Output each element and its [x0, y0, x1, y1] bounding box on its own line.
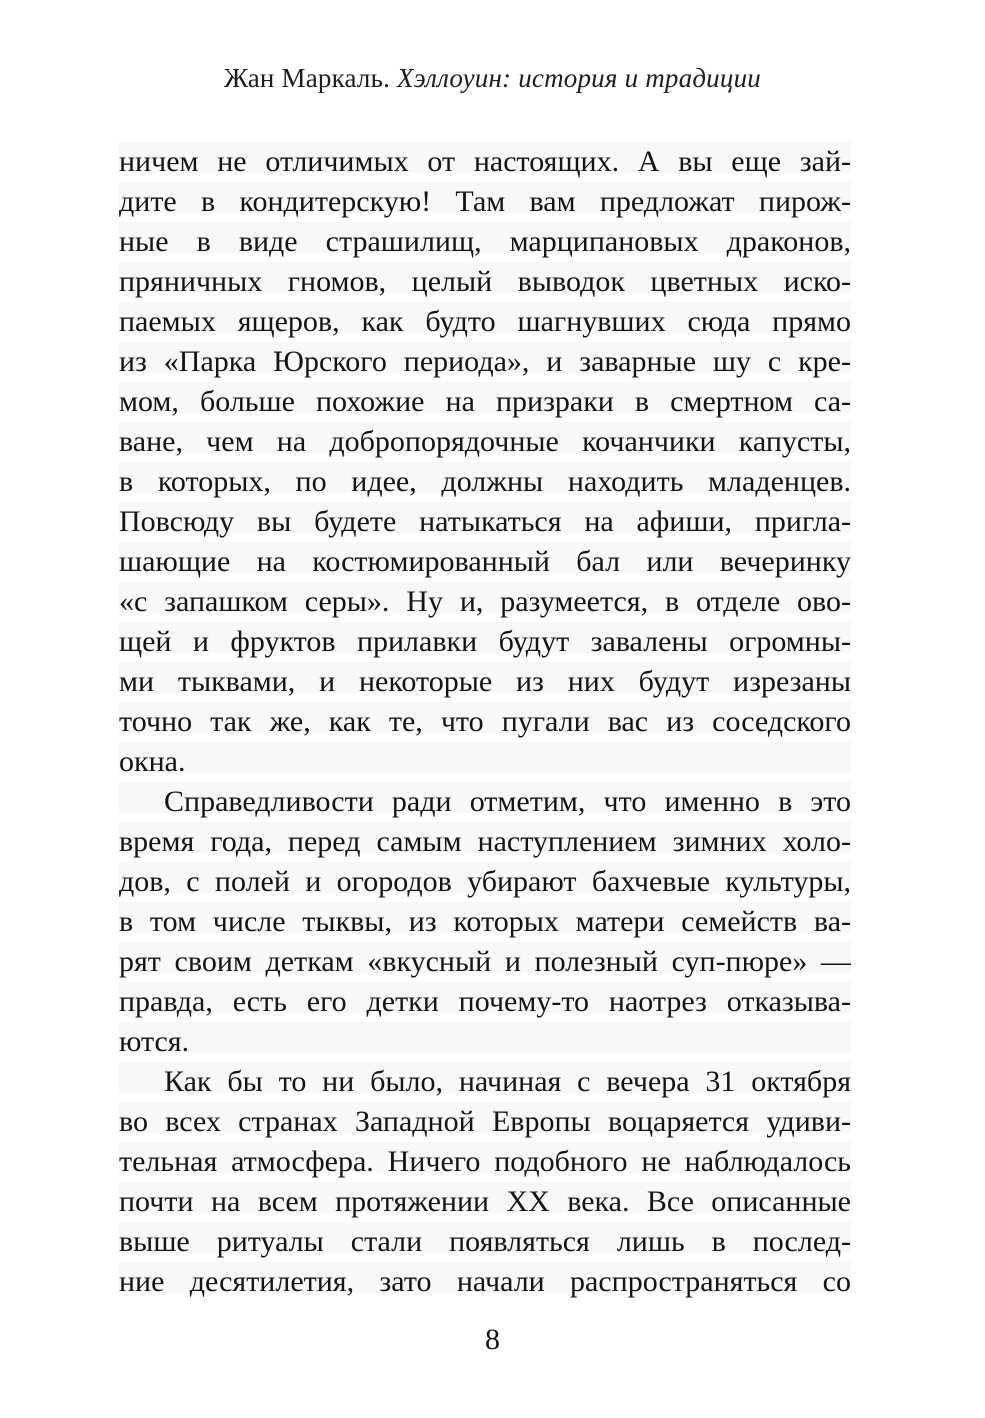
text-line: ются. — [119, 1025, 190, 1058]
text-line: ные в виде страшилищ, марципановых драконов, — [119, 225, 851, 258]
text-line: щей и фруктов прилавки будут завалены огромны- — [119, 625, 851, 658]
text-line: Справедливости ради отметим, что именно в это — [164, 785, 851, 818]
text-line: окна. — [119, 745, 186, 778]
text-line: мом, больше похожие на призраки в смертном са- — [119, 385, 851, 418]
text-line: из «Парка Юрского периода», и заварные шу с кре- — [119, 345, 851, 378]
header-title: Хэллоуин: история и традиции — [397, 63, 761, 93]
text-line: почти на всем протяжении XX века. Все описанные — [119, 1185, 851, 1218]
page-number: 8 — [485, 1323, 500, 1356]
text-line: паемых ящеров, как будто шагнувших сюда прямо — [119, 305, 851, 338]
text-line: Как бы то ни было, начиная с вечера 31 октября — [164, 1065, 851, 1098]
text-line: дите в кондитерскую! Там вам предложат пирож- — [119, 185, 851, 218]
text-line: рят своим деткам «вкусный и полезный суп-пюре» — — [119, 945, 851, 978]
text-line: ние десятилетия, зато начали распространяться со — [119, 1265, 851, 1298]
text-line: Повсюду вы будете натыкаться на афиши, пригла- — [119, 505, 851, 538]
text-line: шающие на костюмированный бал или вечеринку — [119, 545, 851, 578]
text-line: во всех странах Западной Европы воцаряется удиви- — [119, 1105, 851, 1138]
text-line: в том числе тыквы, из которых матери семейств ва- — [119, 905, 851, 938]
text-line: дов, с полей и огородов убирают бахчевые культуры, — [119, 865, 851, 898]
text-line: выше ритуалы стали появляться лишь в послед- — [119, 1225, 851, 1258]
page-body-text — [119, 142, 851, 1302]
text-line: ване, чем на добропорядочные кочанчики капусты, — [119, 425, 851, 458]
text-line: правда, есть его детки почему-то наотрез отказыва- — [119, 985, 851, 1018]
text-line: пряничных гномов, целый выводок цветных иско- — [119, 265, 851, 298]
header-author: Жан Маркаль. — [224, 63, 391, 93]
text-line: точно так же, как те, что пугали вас из соседского — [119, 705, 851, 738]
text-line: в которых, по идее, должны находить младенцев. — [119, 465, 851, 498]
text-line: ми тыквами, и некоторые из них будут изрезаны — [119, 665, 851, 698]
text-line: время года, перед самым наступлением зимних холо- — [119, 825, 851, 858]
text-line: тельная атмосфера. Ничего подобного не наблюдалось — [119, 1145, 851, 1178]
text-line: «с запашком серы». Ну и, разумеется, в отделе ово- — [119, 585, 851, 618]
text-line: ничем не отличимых от настоящих. А вы еще зай- — [119, 145, 851, 178]
running-header — [0, 62, 985, 94]
